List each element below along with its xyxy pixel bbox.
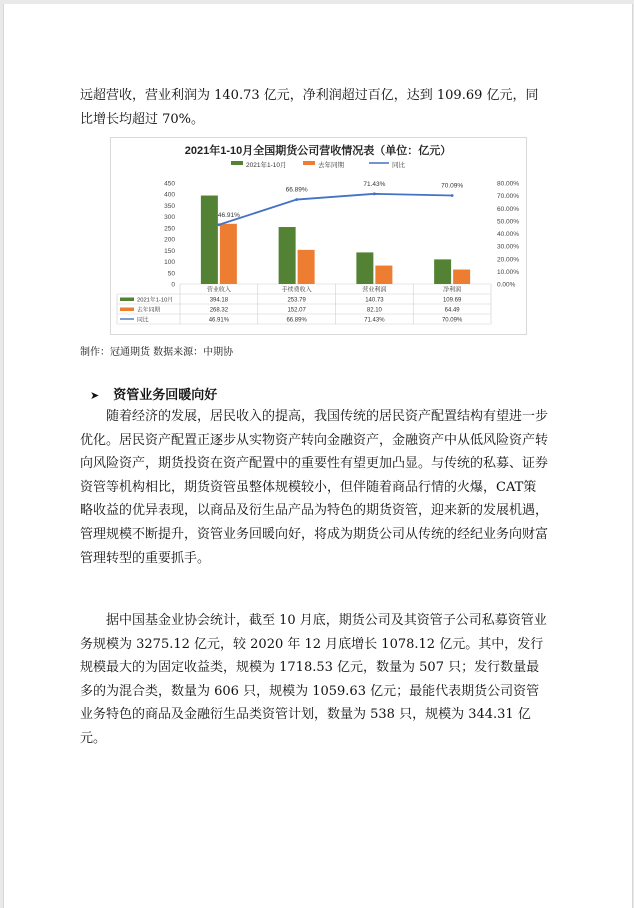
category-label: 营业收入 <box>206 287 231 294</box>
y-left-tick-label: 200 <box>164 236 175 244</box>
chart-caption: 制作：冠通期货 数据来源：中期协 <box>80 347 234 358</box>
table-legend-swatch <box>120 298 134 302</box>
y-right-tick-label: 70.00% <box>497 193 520 201</box>
y-right-tick-label: 30.00% <box>497 243 520 251</box>
legend-swatch-series-1 <box>231 161 243 165</box>
y-left-tick-label: 400 <box>164 191 175 199</box>
bar-prior-year <box>375 266 392 284</box>
yoy-data-label: 66.89% <box>285 186 308 194</box>
table-cell: 64.49 <box>444 307 460 314</box>
table-row-label: 2021年1-10月 <box>137 297 174 304</box>
yoy-point <box>217 223 220 226</box>
table-cell: 46.91% <box>208 317 230 324</box>
y-left-tick-label: 250 <box>164 225 175 233</box>
yoy-data-label: 71.43% <box>363 180 386 188</box>
section-heading <box>90 384 217 403</box>
bar-current <box>356 252 373 284</box>
yoy-data-label: 70.09% <box>441 182 464 190</box>
y-left-tick-label: 350 <box>164 202 175 210</box>
y-right-tick-label: 60.00% <box>497 205 520 213</box>
table-cell: 394.18 <box>209 297 229 304</box>
arrow-bullet-icon: ➤ <box>90 389 100 402</box>
y-right-tick-label: 50.00% <box>497 218 520 226</box>
y-right-tick-label: 80.00% <box>497 180 520 188</box>
table-cell: 268.32 <box>209 307 229 314</box>
table-cell: 71.43% <box>364 317 385 324</box>
y-left-tick-label: 50 <box>167 270 175 278</box>
table-legend-swatch <box>120 308 134 312</box>
table-cell: 109.69 <box>442 297 462 304</box>
yoy-point <box>373 192 376 195</box>
paragraph-asset-management: 随着经济的发展，居民收入的提高，我国传统的居民资产配置结构有望进一步优化。居民资产配置正逐步从实物资产转向金融资产，金融资产中从低风险资产转向风险资产，期货投资在资产配置中的重要性有望更加凸显。与传统的私募、证券资管等机构相比，期货资管虽整体规模较小，但伴随着商品行情的火爆，CAT策略收益的优异表现，以商品及衍生品产品为特色的期货资管，迎来新的发展机遇，管理规模不断提升，资管业务回暖向好，将成为期货公司从传统的经纪业务向财富管理转型的重要抓手。 <box>80 409 549 566</box>
paragraph-statistics: 据中国基金业协会统计，截至 10 月底，期货公司及其资管子公司私募资管业务规模为 3275.12 亿元，较 2020 年 12 月底增长 1078.12 亿元。其中，发行规模最大的为固定收益类，规模为 1718.53 亿元，数量为 507 只；发行数量最多的为混合类，数量为 606 只，规模为 1059.63 亿元；最能代表期货公司资管业务特色的商品及金融衍生品类资管计划，数量为 538 只，规模为 344.31 亿元。 <box>80 613 547 746</box>
table-cell: 82.10 <box>366 307 382 314</box>
category-label: 净利润 <box>443 287 462 294</box>
table-cell: 140.73 <box>365 297 384 304</box>
chart-title: 2021年1-10月全国期货公司营收情况表（单位：亿元） <box>184 145 452 157</box>
yoy-data-label: 46.91% <box>217 211 240 219</box>
yoy-point <box>451 194 454 197</box>
table-row-label: 同比 <box>137 317 149 324</box>
bar-current <box>434 259 451 284</box>
section-heading-text: 资管业务回暖向好 <box>113 388 218 403</box>
y-left-tick-label: 450 <box>164 180 175 188</box>
y-left-tick-label: 150 <box>164 247 175 255</box>
y-left-tick-label: 0 <box>171 281 175 289</box>
y-right-tick-label: 40.00% <box>497 231 520 238</box>
legend-swatch-series-2 <box>303 161 315 165</box>
y-right-tick-label: 20.00% <box>497 256 520 264</box>
yoy-point <box>295 198 298 201</box>
table-cell: 66.89% <box>286 317 307 324</box>
yoy-line <box>219 194 452 225</box>
y-right-tick-label: 10.00% <box>497 268 520 276</box>
bar-prior-year <box>220 224 237 284</box>
revenue-chart-svg <box>111 138 526 334</box>
legend-label-series-2: 去年同期 <box>318 162 344 169</box>
y-right-tick-label: 0.00% <box>497 281 516 289</box>
table-cell: 152.07 <box>287 307 306 314</box>
y-left-tick-label: 300 <box>164 214 175 222</box>
legend-label-line: 同比 <box>392 162 405 169</box>
bar-current <box>279 227 296 284</box>
y-left-tick-label: 100 <box>164 259 175 267</box>
bar-current <box>201 196 218 284</box>
paragraph-revenue-summary: 远超营收，营业利润为 140.73 亿元，净利润超过百亿，达到 109.69 亿元，同比增长均超过 70%。 <box>80 88 539 127</box>
table-cell: 253.79 <box>287 297 306 304</box>
table-row-label: 去年同期 <box>137 307 161 314</box>
bar-prior-year <box>453 270 470 284</box>
bar-prior-year <box>298 250 315 284</box>
category-label: 营业利润 <box>362 287 387 294</box>
table-cell: 70.09% <box>441 317 463 324</box>
category-label: 手续费收入 <box>281 287 312 294</box>
legend-label-series-1: 2021年1-10月 <box>246 162 287 169</box>
revenue-chart <box>110 137 527 335</box>
